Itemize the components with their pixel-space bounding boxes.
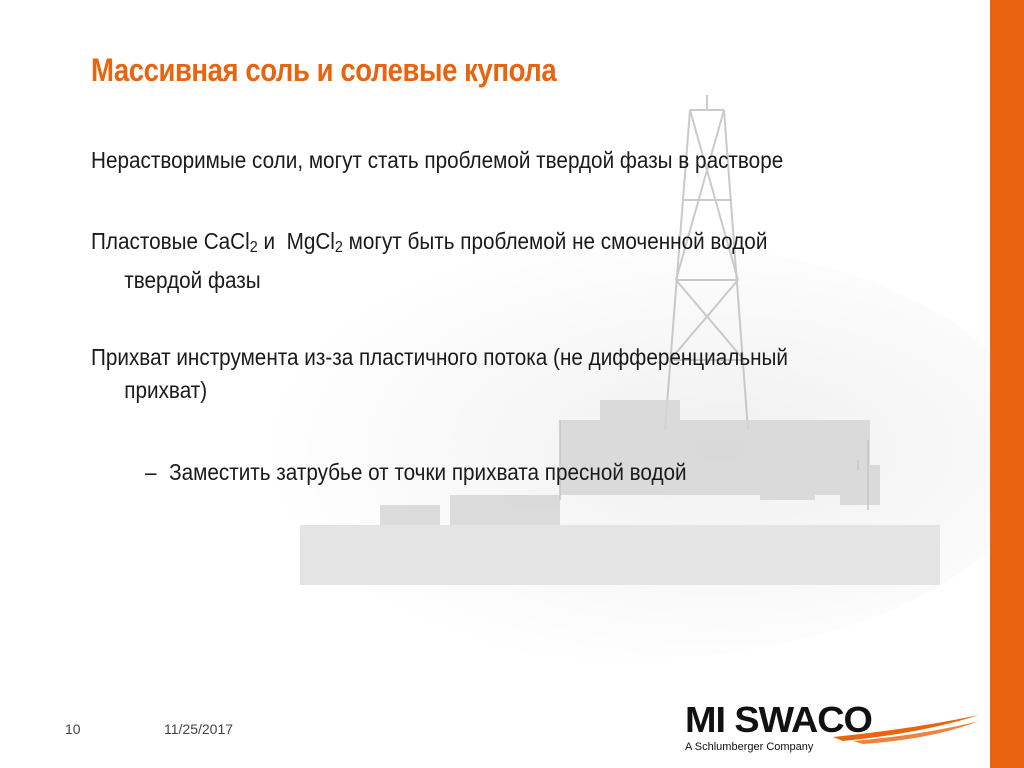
bullet-text: Нерастворимые соли, могут стать проблемой твердой фазы в растворе — [91, 147, 784, 173]
slide-title: Массивная соль и солевые купола — [91, 52, 557, 88]
subscript: 2 — [334, 239, 343, 256]
page-number: 10 — [65, 721, 81, 737]
bullet-insoluble-salts — [91, 144, 783, 177]
dash-marker: – — [145, 459, 157, 485]
company-logo — [683, 699, 983, 759]
bullet-text-line2: твердой фазы — [124, 267, 261, 293]
bullet-text-suffix: могут быть проблемой не смоченной водой — [342, 228, 768, 254]
bullet-text-prefix: Пластовые CaCl — [91, 228, 250, 254]
logo-tagline: A Schlumberger Company — [685, 741, 814, 753]
bullet-text-mid: и MgCl — [257, 228, 335, 254]
bullet-stuck-pipe — [91, 341, 788, 407]
bullet-text-line1: Прихват инструмента из-за пластичного потока (не дифференциальный — [91, 344, 788, 370]
accent-bar — [990, 0, 1024, 768]
subscript: 2 — [249, 239, 258, 256]
bullet-formation-salts — [91, 225, 767, 297]
logo-wordmark: MI SWACO — [685, 699, 872, 740]
bullet-text-line2: прихват) — [124, 377, 208, 403]
sub-bullet-replace-annulus — [145, 456, 687, 489]
sub-bullet-text: Заместить затрубье от точки прихвата пресной водой — [169, 459, 687, 485]
footer-date: 11/25/2017 — [164, 721, 234, 737]
